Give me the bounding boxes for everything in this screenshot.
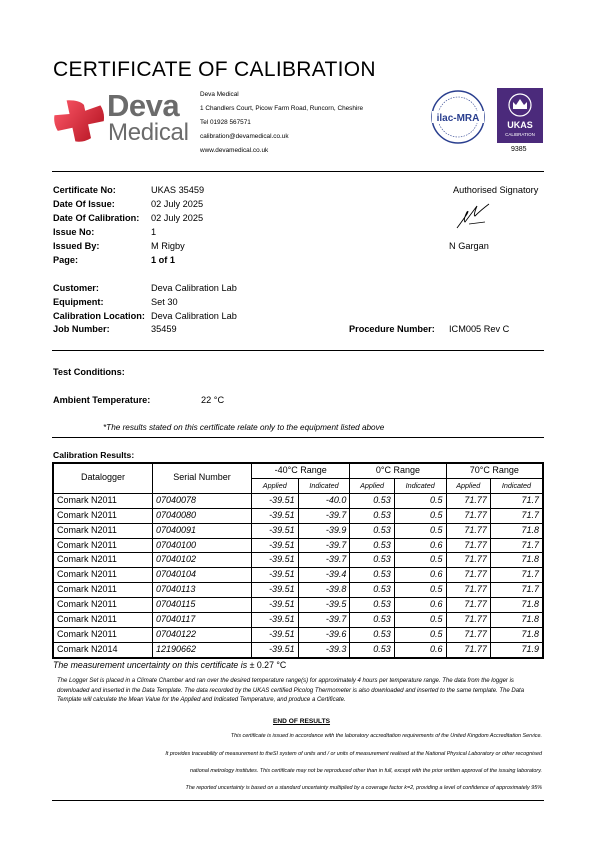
equipment-disclaimer: *The results stated on this certificate relate only to the equipment listed above bbox=[103, 423, 385, 432]
cell-applied: 71.77 bbox=[446, 568, 490, 583]
cell-serial: 07040100 bbox=[153, 538, 252, 553]
cell-applied: 71.77 bbox=[446, 598, 490, 613]
deva-cross-logo-icon bbox=[53, 96, 107, 144]
calibration-results-heading: Calibration Results: bbox=[53, 450, 135, 460]
indicated-header: Indicated bbox=[490, 478, 543, 493]
cell-serial: 07040102 bbox=[153, 553, 252, 568]
logo-text-deva: Deva bbox=[107, 88, 180, 123]
footer-line: It provides traceability of measurement to theSI system of units and / or units of measurement realised at the National Physical Laboratory or other recognised bbox=[165, 751, 542, 757]
cell-applied: -39.51 bbox=[252, 553, 299, 568]
cell-applied: 71.77 bbox=[446, 523, 490, 538]
cell-applied: 0.53 bbox=[350, 523, 394, 538]
ukas-text: UKAS bbox=[507, 120, 533, 130]
ukas-calibration-text: CALIBRATION bbox=[505, 132, 535, 137]
cell-indicated: -39.7 bbox=[298, 553, 350, 568]
test-conditions-heading: Test Conditions: bbox=[53, 367, 125, 377]
cell-serial: 07040117 bbox=[153, 613, 252, 628]
table-row bbox=[53, 642, 543, 657]
footer-line: This certificate is issued in accordance with the laboratory accreditation requirements of the United Kingdom Accreditation Service. bbox=[230, 733, 542, 739]
cell-indicated: -39.7 bbox=[298, 538, 350, 553]
signatory-name: N Gargan bbox=[449, 241, 489, 251]
cell-indicated: 71.9 bbox=[490, 642, 543, 657]
company-tel: Tel 01928 567571 bbox=[200, 119, 251, 126]
col-range-70: 70°C Range bbox=[446, 463, 543, 478]
cell-indicated: 0.5 bbox=[394, 493, 446, 508]
cell-serial: 12190662 bbox=[153, 642, 252, 657]
cell-datalogger: Comark N2011 bbox=[53, 627, 153, 642]
calibration-results-table bbox=[52, 462, 544, 659]
ilac-text: ilac-MRA bbox=[436, 113, 480, 124]
cell-indicated: 0.6 bbox=[394, 598, 446, 613]
cell-applied: 0.53 bbox=[350, 598, 394, 613]
cell-applied: 71.77 bbox=[446, 493, 490, 508]
cell-applied: 71.77 bbox=[446, 538, 490, 553]
cell-indicated: -39.6 bbox=[298, 627, 350, 642]
col-serial-number: Serial Number bbox=[153, 463, 252, 493]
cell-applied: 0.53 bbox=[350, 642, 394, 657]
cell-indicated: 0.5 bbox=[394, 627, 446, 642]
cell-serial: 07040122 bbox=[153, 627, 252, 642]
table-row bbox=[53, 553, 543, 568]
cell-indicated: 71.8 bbox=[490, 553, 543, 568]
job-number-label: Job Number: bbox=[53, 324, 110, 334]
divider bbox=[52, 350, 544, 351]
divider bbox=[52, 437, 544, 438]
cell-applied: 0.53 bbox=[350, 553, 394, 568]
cell-applied: 71.77 bbox=[446, 553, 490, 568]
cell-indicated: -39.7 bbox=[298, 613, 350, 628]
cell-datalogger: Comark N2011 bbox=[53, 553, 153, 568]
table-row bbox=[53, 598, 543, 613]
cell-applied: -39.51 bbox=[252, 613, 299, 628]
procedure-number-value: ICM005 Rev C bbox=[449, 324, 510, 334]
job-number-value: 35459 bbox=[151, 324, 177, 334]
customer-value: Deva Calibration Lab bbox=[151, 283, 237, 293]
table-row bbox=[53, 568, 543, 583]
equipment-label: Equipment: bbox=[53, 297, 104, 307]
ukas-logo bbox=[497, 88, 543, 143]
company-address: 1 Chandlers Court, Picow Farm Road, Runcorn, Cheshire bbox=[200, 105, 364, 112]
cell-applied: 0.53 bbox=[350, 613, 394, 628]
divider bbox=[52, 171, 544, 172]
company-address-block bbox=[200, 88, 363, 158]
cell-indicated: 0.5 bbox=[394, 553, 446, 568]
cell-indicated: 71.8 bbox=[490, 523, 543, 538]
certificate-title: CERTIFICATE OF CALIBRATION bbox=[53, 58, 376, 81]
cell-applied: 0.53 bbox=[350, 493, 394, 508]
cell-indicated: 71.8 bbox=[490, 627, 543, 642]
company-web: www.devamedical.co.uk bbox=[200, 147, 269, 154]
method-note: The Logger Set is placed in a Climate Chamber and ran over the desired temperature range(s) for approximately 4 hours per temperature range. The data from the logger is downloaded and inserted in the Data Template. The data recorded by the UKAS certified Picolog Thermometer is also downloaded and inserted to the same template. The Data Template will calculate the Mean Value for the Applied and Indicated Temperature, and produce a Certificate. bbox=[57, 678, 525, 703]
indicated-header: Indicated bbox=[298, 478, 350, 493]
table-row bbox=[53, 508, 543, 523]
cell-applied: 71.77 bbox=[446, 627, 490, 642]
page-label: Page: bbox=[53, 255, 79, 265]
cell-applied: 0.53 bbox=[350, 508, 394, 523]
cell-applied: -39.51 bbox=[252, 627, 299, 642]
results-body bbox=[53, 493, 543, 657]
cell-applied: 71.77 bbox=[446, 613, 490, 628]
uncertainty-text: The measurement uncertainty on this certificate is bbox=[53, 660, 250, 670]
cell-applied: -39.51 bbox=[252, 523, 299, 538]
procedure-number-label: Procedure Number: bbox=[349, 324, 435, 334]
calibration-location-value: Deva Calibration Lab bbox=[151, 311, 237, 321]
ukas-number: 9385 bbox=[511, 146, 527, 153]
col-range-0: 0°C Range bbox=[350, 463, 446, 478]
company-name: Deva Medical bbox=[200, 91, 239, 98]
cell-serial: 07040104 bbox=[153, 568, 252, 583]
end-of-results: END OF RESULTS bbox=[272, 718, 331, 725]
cell-indicated: -39.4 bbox=[298, 568, 350, 583]
table-row bbox=[53, 583, 543, 598]
cell-datalogger: Comark N2011 bbox=[53, 568, 153, 583]
logo-text-medical: Medical bbox=[108, 119, 189, 146]
cell-serial: 07040078 bbox=[153, 493, 252, 508]
cell-indicated: -40.0 bbox=[298, 493, 350, 508]
cell-indicated: 0.5 bbox=[394, 508, 446, 523]
date-calibration-value: 02 July 2025 bbox=[151, 213, 204, 223]
footer-line: The reported uncertainty is based on a standard uncertainty multiplied by a coverage factor k=2, providing a level of confidence of approximately 95% bbox=[185, 785, 542, 791]
date-calibration-label: Date Of Calibration: bbox=[53, 213, 140, 223]
ilac-mra-logo-icon bbox=[428, 89, 488, 145]
cell-datalogger: Comark N2011 bbox=[53, 613, 153, 628]
cell-applied: 71.77 bbox=[446, 642, 490, 657]
cell-indicated: 71.8 bbox=[490, 598, 543, 613]
cell-datalogger: Comark N2011 bbox=[53, 598, 153, 613]
cell-datalogger: Comark N2011 bbox=[53, 523, 153, 538]
issue-no-label: Issue No: bbox=[53, 227, 95, 237]
cell-applied: -39.51 bbox=[252, 598, 299, 613]
equipment-value: Set 30 bbox=[151, 297, 178, 307]
issued-by-value: M Rigby bbox=[151, 241, 185, 251]
uncertainty-statement bbox=[53, 660, 286, 670]
cell-serial: 07040091 bbox=[153, 523, 252, 538]
cell-datalogger: Comark N2011 bbox=[53, 538, 153, 553]
date-issue-value: 02 July 2025 bbox=[151, 199, 204, 209]
company-email: calibration@devamedical.co.uk bbox=[200, 133, 289, 140]
signature-icon bbox=[455, 200, 495, 232]
cell-applied: -39.51 bbox=[252, 538, 299, 553]
applied-header: Applied bbox=[446, 478, 490, 493]
table-row bbox=[53, 493, 543, 508]
issue-no-value: 1 bbox=[151, 227, 157, 237]
cell-applied: -39.51 bbox=[252, 493, 299, 508]
cell-indicated: -39.3 bbox=[298, 642, 350, 657]
cell-indicated: 71.7 bbox=[490, 493, 543, 508]
cell-indicated: 71.7 bbox=[490, 538, 543, 553]
cell-indicated: 71.7 bbox=[490, 583, 543, 598]
cell-applied: -39.51 bbox=[252, 642, 299, 657]
cell-indicated: -39.9 bbox=[298, 523, 350, 538]
cell-applied: 0.53 bbox=[350, 538, 394, 553]
cell-indicated: 71.8 bbox=[490, 613, 543, 628]
certificate-no-label: Certificate No: bbox=[53, 185, 116, 195]
cell-indicated: 0.5 bbox=[394, 583, 446, 598]
cell-applied: 71.77 bbox=[446, 508, 490, 523]
cell-indicated: 71.7 bbox=[490, 568, 543, 583]
cell-indicated: -39.5 bbox=[298, 598, 350, 613]
cell-indicated: 0.5 bbox=[394, 523, 446, 538]
certificate-no-value: UKAS 35459 bbox=[151, 185, 205, 195]
uncertainty-value: ± 0.27 °C bbox=[249, 660, 287, 670]
indicated-header: Indicated bbox=[394, 478, 446, 493]
page-value: 1 of 1 bbox=[151, 255, 175, 265]
date-issue-label: Date Of Issue: bbox=[53, 199, 115, 209]
cell-indicated: 0.6 bbox=[394, 538, 446, 553]
applied-header: Applied bbox=[350, 478, 394, 493]
cell-applied: -39.51 bbox=[252, 568, 299, 583]
table-row bbox=[53, 613, 543, 628]
cell-serial: 07040113 bbox=[153, 583, 252, 598]
table-row bbox=[53, 523, 543, 538]
issued-by-label: Issued By: bbox=[53, 241, 100, 251]
cell-serial: 07040115 bbox=[153, 598, 252, 613]
cell-applied: 0.53 bbox=[350, 568, 394, 583]
divider bbox=[52, 800, 544, 801]
cell-applied: 71.77 bbox=[446, 583, 490, 598]
cell-indicated: -39.7 bbox=[298, 508, 350, 523]
cell-datalogger: Comark N2014 bbox=[53, 642, 153, 657]
cell-applied: 0.53 bbox=[350, 627, 394, 642]
cell-applied: 0.53 bbox=[350, 583, 394, 598]
cell-indicated: 0.6 bbox=[394, 568, 446, 583]
cell-applied: -39.51 bbox=[252, 583, 299, 598]
cell-indicated: 0.6 bbox=[394, 642, 446, 657]
footer-line: national metrology institutes. This certificate may not be reproduced other than in full, except with the prior written approval of the issuing laboratory. bbox=[190, 768, 542, 774]
cell-applied: -39.51 bbox=[252, 508, 299, 523]
ambient-temperature-label: Ambient Temperature: bbox=[53, 395, 151, 405]
ambient-temperature-value: 22 °C bbox=[201, 395, 225, 405]
authorised-signatory-label: Authorised Signatory bbox=[453, 185, 539, 195]
cell-indicated: -39.8 bbox=[298, 583, 350, 598]
cell-datalogger: Comark N2011 bbox=[53, 493, 153, 508]
cell-indicated: 71.7 bbox=[490, 508, 543, 523]
calibration-location-label: Calibration Location: bbox=[53, 311, 145, 321]
cell-serial: 07040080 bbox=[153, 508, 252, 523]
cell-indicated: 0.5 bbox=[394, 613, 446, 628]
col-range-minus40: -40°C Range bbox=[252, 463, 350, 478]
crown-icon bbox=[497, 88, 543, 143]
cell-datalogger: Comark N2011 bbox=[53, 508, 153, 523]
table-row bbox=[53, 538, 543, 553]
cell-datalogger: Comark N2011 bbox=[53, 583, 153, 598]
col-datalogger: Datalogger bbox=[53, 463, 153, 493]
table-row bbox=[53, 627, 543, 642]
customer-label: Customer: bbox=[53, 283, 99, 293]
applied-header: Applied bbox=[252, 478, 299, 493]
